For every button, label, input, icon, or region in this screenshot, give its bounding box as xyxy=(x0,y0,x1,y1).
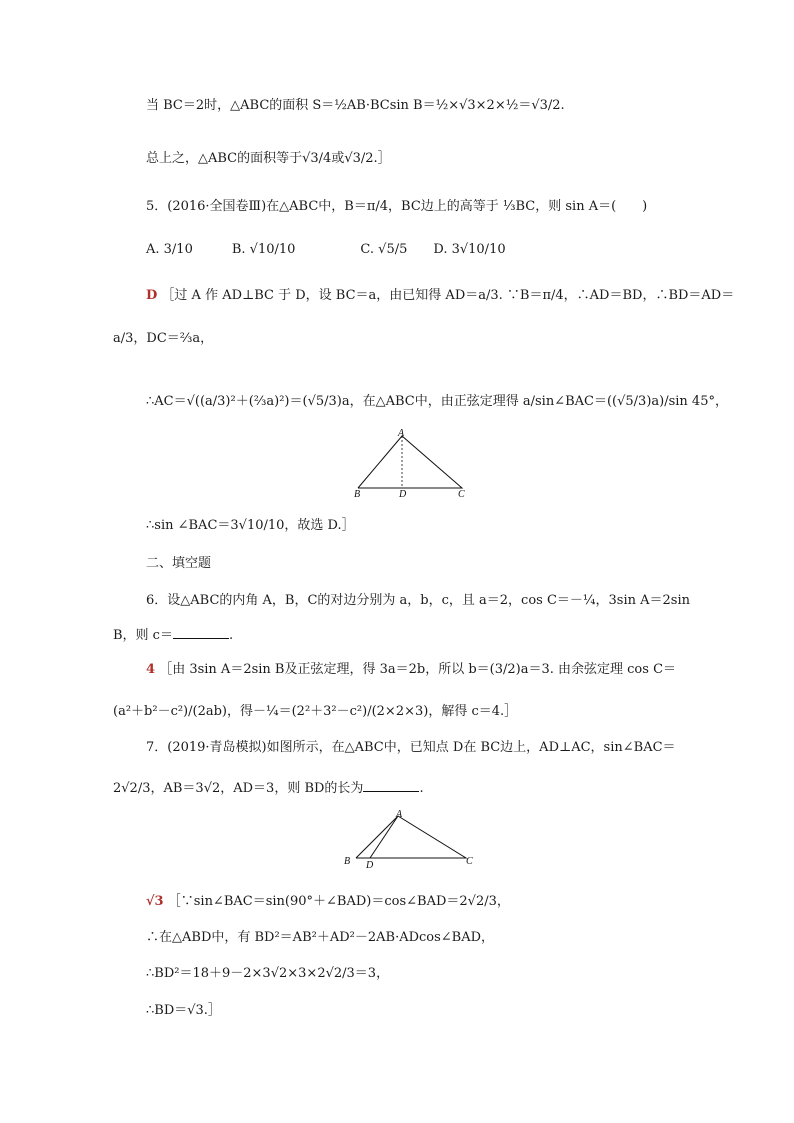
question-6-end: . xyxy=(228,628,234,643)
question-5: 5．(2016·全国卷Ⅲ)在△ABC中，B＝π/4，BC边上的高等于 ⅓BC，则 sin A＝( ) xyxy=(146,199,648,214)
answer-blank-7[interactable] xyxy=(363,779,419,792)
answer-7-text-1: ［∵sin∠BAC＝sin(90°＋∠BAD)＝cos∠BAD＝2√2/3， xyxy=(167,894,510,909)
fig1-label-d: D xyxy=(399,489,407,500)
answer-5-line-2: a/3，DC＝⅔a， xyxy=(113,331,214,346)
question-7-line-2 xyxy=(113,779,424,798)
answer-5-line-1 xyxy=(146,287,734,305)
answer-5-line-3: ∴AC＝√((a/3)²＋(⅔a)²)＝(√5/3)a，在△ABC中，由正弦定理得 a/sin∠BAC＝((√5/3)a)/sin 45°， xyxy=(146,394,728,409)
section-title-fill-in: 二、填空题 xyxy=(146,556,212,571)
fig1-label-a: A xyxy=(398,428,405,439)
question-5-options: A. 3/10 B. √10/10 C. √5/5 D. 3√10/10 xyxy=(146,242,506,257)
answer-blank-6[interactable] xyxy=(173,626,229,639)
triangle-figure-1 xyxy=(350,428,480,500)
answer-6-line-2: (a²＋b²－c²)/(2ab)，得－¼＝(2²＋3²－c²)/(2×2×3)，解得 c＝4.］ xyxy=(113,704,518,719)
question-7-line-1: 7．(2019·青岛模拟)如图所示，在△ABC中，已知点 D在 BC边上，AD⊥AC，sin∠BAC＝ xyxy=(146,740,676,755)
text-line-area-case: 当 BC＝2时，△ABC的面积 S＝½AB·BCsin B＝½×√3×2×½＝√3/2. xyxy=(146,98,565,113)
answer-7-line-1 xyxy=(146,893,510,911)
answer-7-letter: √3 xyxy=(146,894,164,909)
fig1-label-b: B xyxy=(354,489,361,500)
answer-7-line-2: ∴在△ABD中，有 BD²＝AB²＋AD²－2AB·ADcos∠BAD， xyxy=(146,930,495,945)
fig2-label-c: C xyxy=(466,856,473,867)
question-7-text: 2√2/3，AB＝3√2，AD＝3，则 BD的长为 xyxy=(113,781,364,796)
question-7-end: . xyxy=(419,781,424,796)
answer-6-letter: 4 xyxy=(146,662,156,677)
answer-5-letter: D xyxy=(146,288,158,303)
answer-6-text-1: ［由 3sin A＝2sin B及正弦定理，得 3a＝2b，所以 b＝(3/2)a＝3. 由余弦定理 cos C＝ xyxy=(159,662,677,677)
answer-5-text-1: ［过 A 作 AD⊥BC 于 D，设 BC＝a，由已知得 AD＝a/3. ∵B＝π/4，∴AD＝BD，∴BD＝AD＝ xyxy=(161,288,735,303)
fig2-label-b: B xyxy=(344,856,351,867)
fig2-label-a: A xyxy=(396,809,403,820)
answer-6-line-1 xyxy=(146,661,676,679)
fig2-label-d: D xyxy=(366,860,374,870)
question-6-text: B，则 c＝ xyxy=(113,628,173,643)
question-6-line-2 xyxy=(113,626,233,645)
text-line-summary: 总上之，△ABC的面积等于√3/4或√3/2.］ xyxy=(146,151,391,166)
answer-5-line-4: ∴sin ∠BAC＝3√10/10，故选 D.］ xyxy=(146,518,355,533)
answer-7-line-3: ∴BD²＝18＋9－2×3√2×3×2√2/3＝3， xyxy=(146,966,390,981)
fig1-label-c: C xyxy=(458,489,465,500)
triangle-figure-2 xyxy=(338,808,478,870)
answer-7-line-4: ∴BD＝√3.］ xyxy=(146,1003,221,1018)
question-6-line-1: 6．设△ABC的内角 A，B，C的对边分别为 a，b，c，且 a＝2，cos C＝－¼，3sin A＝2sin xyxy=(146,593,690,608)
